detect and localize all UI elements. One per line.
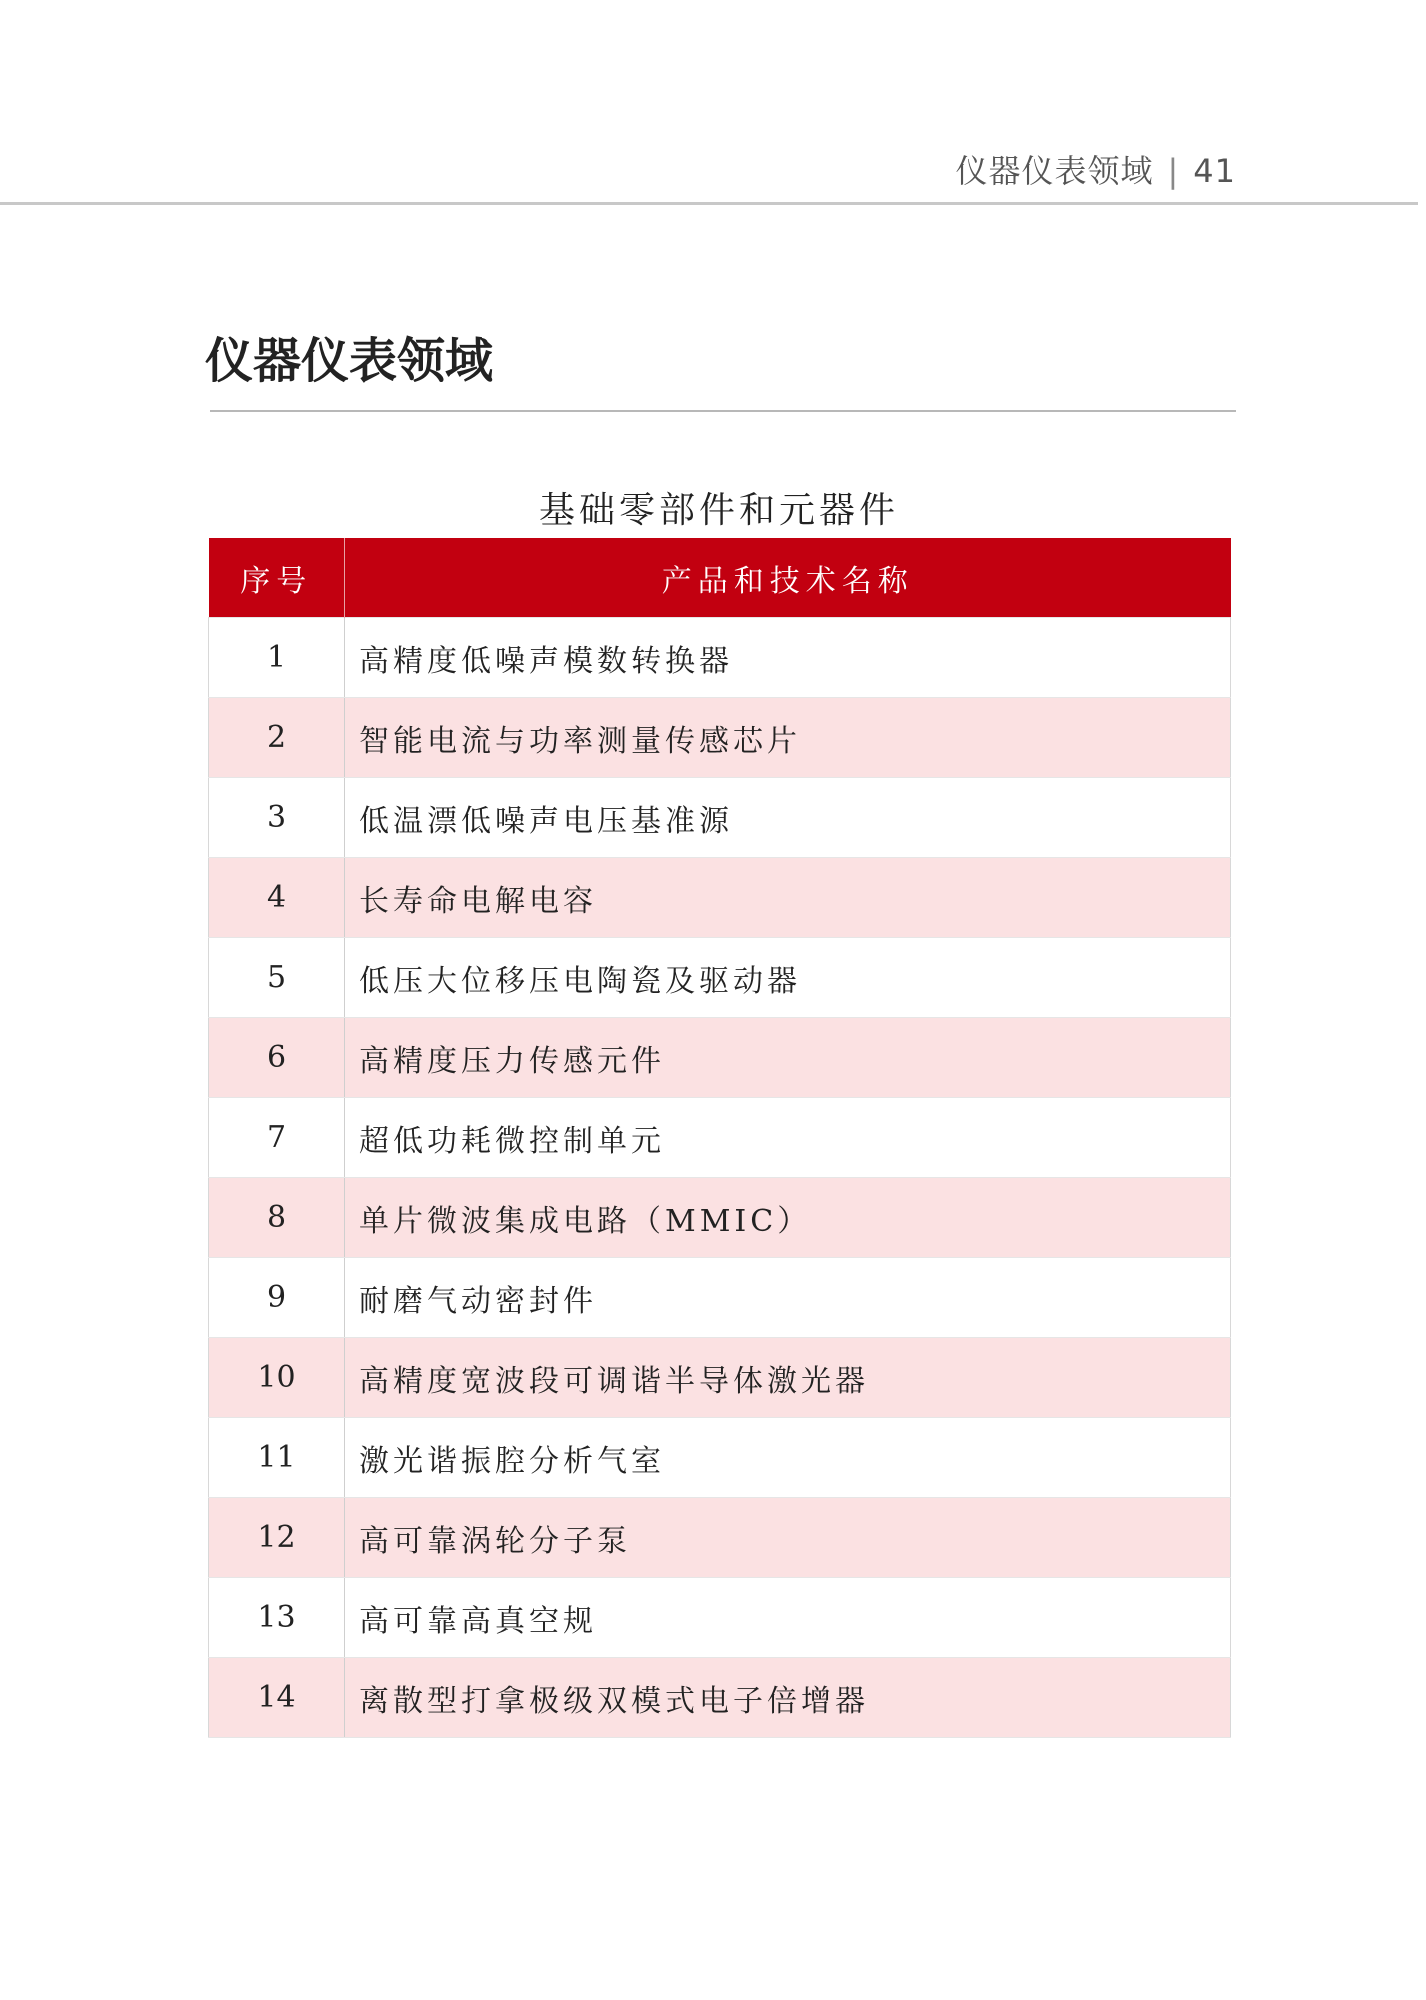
row-number: 2 <box>209 698 345 778</box>
row-number: 6 <box>209 1018 345 1098</box>
table-row <box>209 618 1231 698</box>
row-number: 12 <box>209 1498 345 1578</box>
product-name: 高可靠涡轮分子泵 <box>345 1498 1231 1578</box>
row-number: 5 <box>209 938 345 1018</box>
product-table <box>208 538 1231 1738</box>
table-row <box>209 698 1231 778</box>
row-number: 4 <box>209 858 345 938</box>
section-divider <box>210 410 1236 412</box>
running-header-section: 仪器仪表领域 <box>955 152 1154 190</box>
row-number: 9 <box>209 1258 345 1338</box>
row-number: 3 <box>209 778 345 858</box>
column-header-name: 产品和技术名称 <box>345 538 1231 618</box>
row-number: 11 <box>209 1418 345 1498</box>
product-name: 智能电流与功率测量传感芯片 <box>345 698 1231 778</box>
row-number: 14 <box>209 1658 345 1738</box>
table-row <box>209 1498 1231 1578</box>
table-row <box>209 778 1231 858</box>
table-row <box>209 858 1231 938</box>
running-header-separator: | <box>1167 152 1180 190</box>
product-name: 高精度压力传感元件 <box>345 1018 1231 1098</box>
column-header-number: 序号 <box>209 538 345 618</box>
table-row <box>209 1178 1231 1258</box>
row-number: 7 <box>209 1098 345 1178</box>
running-header <box>955 146 1236 192</box>
row-number: 13 <box>209 1578 345 1658</box>
table-header-row <box>209 538 1231 618</box>
product-name: 高可靠高真空规 <box>345 1578 1231 1658</box>
product-name: 超低功耗微控制单元 <box>345 1098 1231 1178</box>
row-number: 1 <box>209 618 345 698</box>
row-number: 8 <box>209 1178 345 1258</box>
page-number: 41 <box>1193 152 1236 190</box>
table-row <box>209 1098 1231 1178</box>
product-name: 离散型打拿极级双模式电子倍增器 <box>345 1658 1231 1738</box>
product-name: 高精度宽波段可调谐半导体激光器 <box>345 1338 1231 1418</box>
product-name: 低温漂低噪声电压基准源 <box>345 778 1231 858</box>
table-row <box>209 1418 1231 1498</box>
table-caption: 基础零部件和元器件 <box>538 490 899 531</box>
table-row <box>209 1658 1231 1738</box>
section-title: 仪器仪表领域 <box>205 333 494 389</box>
table-row <box>209 1018 1231 1098</box>
header-divider <box>0 202 1418 205</box>
table-row <box>209 938 1231 1018</box>
product-name: 单片微波集成电路（MMIC） <box>345 1178 1231 1258</box>
row-number: 10 <box>209 1338 345 1418</box>
product-name: 耐磨气动密封件 <box>345 1258 1231 1338</box>
table-row <box>209 1338 1231 1418</box>
table-body <box>209 618 1231 1738</box>
product-table-container <box>208 538 1230 1738</box>
product-name: 长寿命电解电容 <box>345 858 1231 938</box>
table-row <box>209 1578 1231 1658</box>
product-name: 高精度低噪声模数转换器 <box>345 618 1231 698</box>
table-row <box>209 1258 1231 1338</box>
product-name: 低压大位移压电陶瓷及驱动器 <box>345 938 1231 1018</box>
product-name: 激光谐振腔分析气室 <box>345 1418 1231 1498</box>
